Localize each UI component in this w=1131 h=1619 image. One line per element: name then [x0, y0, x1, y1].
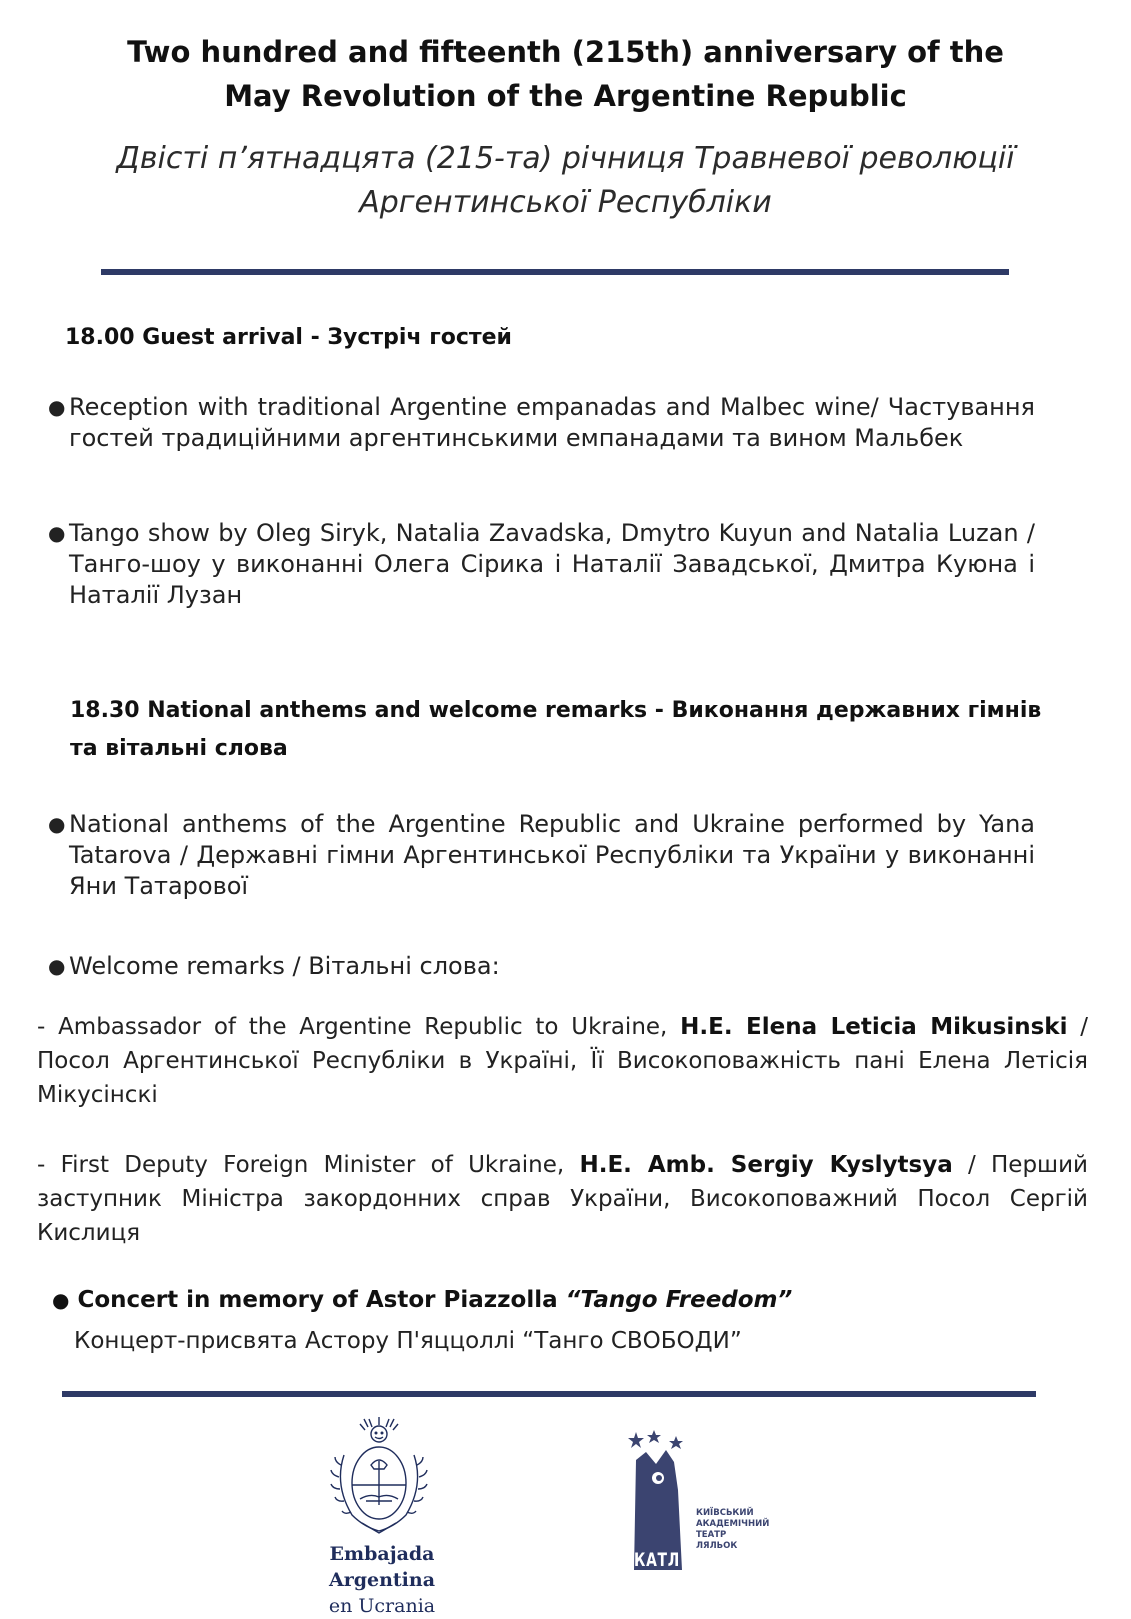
concert-subtitle: Концерт-присвята Астору П'яццоллі “Танго СВОБОДИ”: [74, 1328, 742, 1354]
title-ukrainian: [0, 137, 1131, 225]
concert-title: “Tango Freedom”: [565, 1287, 793, 1313]
speaker-name: H.E. Amb. Sergiy Kyslytsya: [579, 1152, 953, 1178]
theatre-name-line2: АКАДЕМІЧНИЙ: [696, 1519, 770, 1529]
theatre-monogram: КАТЛ: [634, 1549, 680, 1571]
speaker-role-uk: / Посол Аргентинської Республіки в Україні, Її Високоповажність пані Елена Летісія Мікусінскі: [37, 1014, 1088, 1108]
speaker-name: H.E. Elena Leticia Mikusinski: [680, 1014, 1068, 1040]
bullet-icon: ●: [48, 812, 66, 836]
title-ukrainian-line2: Аргентинської Республіки: [359, 185, 772, 220]
bullet-icon: ●: [48, 521, 66, 545]
bullet-icon: ●: [48, 954, 66, 978]
list-item-text: Tango show by Oleg Siryk, Natalia Zavadska, Dmytro Kuyun and Natalia Luzan / Танго-шоу у виконанні Олега Сірика і Наталії Завадської, Дмитра Куюна і Наталії Лузан: [69, 519, 1035, 609]
title-english: [0, 30, 1131, 118]
puppet-theatre-icon: [628, 1430, 698, 1580]
theatre-name-line1: КИЇВСЬКИЙ: [696, 1508, 754, 1518]
speaker-deputy-minister: [37, 1148, 1088, 1250]
section-heading-guest-arrival: 18.00 Guest arrival - Зустріч гостей: [65, 325, 512, 350]
speaker-role-uk: / Перший заступник Міністра закордонних справ України, Високоповажний Посол Сергій Кислиця: [37, 1152, 1088, 1246]
title-english-line1: Two hundred and fifteenth (215th) anniversary of the: [127, 35, 1004, 69]
theatre-name-line3: ТЕАТР: [696, 1530, 727, 1540]
speaker-ambassador: [37, 1010, 1088, 1112]
title-ukrainian-line1: Двісті п’ятнадцята (215-та) річниця Травневої революції: [116, 141, 1015, 176]
embassy-name-line2: en Ucrania: [328, 1595, 436, 1617]
list-item: [48, 951, 1035, 982]
theatre-name-line4: ЛЯЛЬОК: [696, 1541, 738, 1551]
speaker-role: - First Deputy Foreign Minister of Ukraine,: [37, 1152, 565, 1178]
theatre-logo: [628, 1430, 788, 1580]
concert-item: [52, 1283, 792, 1317]
list-item-text: Welcome remarks / Вітальні слова:: [69, 952, 500, 980]
list-item: [48, 518, 1035, 611]
embassy-name-line1: Embajada Argentina: [328, 1543, 436, 1591]
embassy-logo: [282, 1415, 482, 1617]
list-item-text: National anthems of the Argentine Republic and Ukraine performed by Yana Tatarova / Державні гімни Аргентинської Республіки та України у виконанні Яни Татарової: [69, 810, 1035, 900]
bullet-icon: ●: [52, 1288, 70, 1312]
embassy-name: [282, 1541, 482, 1619]
section-heading-anthems: 18.30 National anthems and welcome remarks - Виконання державних гімнів та вітальні слова: [70, 698, 1042, 761]
theatre-name: [696, 1508, 786, 1552]
bullet-icon: ●: [48, 395, 66, 419]
concert-label: Concert in memory of Astor Piazzolla: [77, 1287, 558, 1313]
speaker-role: - Ambassador of the Argentine Republic to Ukraine,: [37, 1014, 668, 1040]
bottom-divider: [62, 1391, 1036, 1397]
title-english-line2: May Revolution of the Argentine Republic: [224, 79, 907, 113]
list-item: [48, 392, 1035, 454]
list-item-text: Reception with traditional Argentine empanadas and Malbec wine/ Частування гостей традиційними аргентинськими емпанадами та вином Мальбек: [69, 393, 1035, 452]
argentina-coat-of-arms-icon: [322, 1415, 436, 1540]
list-item: [48, 809, 1035, 902]
top-divider: [101, 269, 1009, 275]
